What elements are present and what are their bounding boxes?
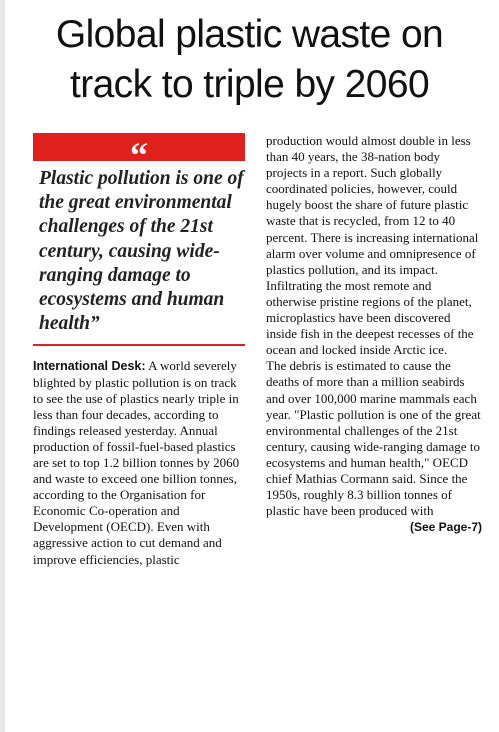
headline [14,10,485,110]
right-body-paragraph-2 [266,358,482,535]
right-body-paragraph-1: production would almost double in less than 40 years, the 38-nation body projects in a report. Such globally coordinated policies, however, could hugely boost the share of future plastic waste that is recycled, from 12 to 40 percent. There is increasing international alarm over volume and omnipresence of plastics pollution, and its impact. Infiltrating the most remote and otherwise pristine regions of the planet, microplastics have been discovered inside fish in the deepest recesses of the ocean and locked inside Arctic ice. [266,133,479,358]
headline-line-2: track to triple by 2060 [69,63,430,106]
quote-mark-bar [33,133,245,161]
right-column [266,133,482,535]
pull-quote: Plastic pollution is one of the great environmental challenges of the 21st century, causing wide-ranging damage to ecosystems and human health” [39,168,244,335]
continued-link[interactable]: (See Page-7) [409,520,482,535]
page-edge [0,0,5,732]
byline: International Desk: [33,359,146,374]
right-body-copy: The debris is estimated to cause the deaths of more than a million seabirds and over 100,000 marine mammals each year. "Plastic pollution is one of the great environmental challenges of the 21st century, causing wide-ranging damage to ecosystems and human health," OECD chief Mathias Cormann said. Since the 1950s, roughly 8.3 billion tonnes of plastic have been produced with [266,358,481,519]
left-column [33,133,245,568]
quote-mark: “ [130,135,148,161]
left-body-text [33,358,245,567]
headline-line-1: Global plastic waste on [55,13,444,56]
left-body-copy: A world severely blighted by plastic pollution is on track to see the use of plastics nearly triple in less than four decades, according to findings released yesterday. Annual production of fossil-fuel-based plastics are set to top 1.2 billion tonnes by 2060 and waste to exceed one billion tonnes, according to the Organisation for Economic Co-operation and Development (OECD). Even with aggressive action to cut demand and improve efficiencies, plastic [33,358,240,567]
pull-quote-rule [33,344,245,346]
